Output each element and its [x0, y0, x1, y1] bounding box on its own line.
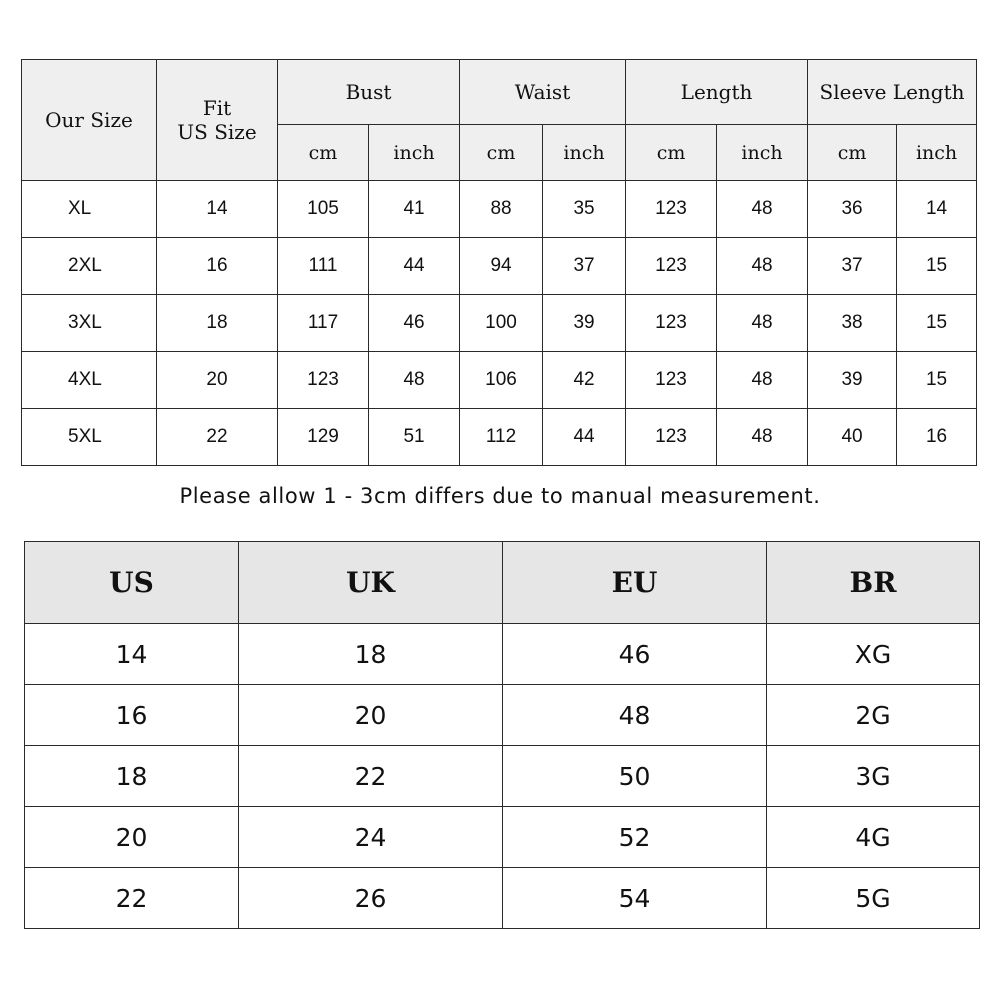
cell-bust-cm: 105	[278, 181, 369, 238]
header-length-inch: inch	[717, 125, 808, 181]
table-row	[22, 238, 977, 295]
cell-us: 20	[25, 807, 239, 868]
cell-our-size: XL	[22, 181, 157, 238]
cell-sleeve-inch: 15	[897, 238, 977, 295]
cell-br: 3G	[767, 746, 980, 807]
table-row	[25, 868, 980, 929]
header-waist-cm: cm	[460, 125, 543, 181]
cell-length-cm: 123	[626, 409, 717, 466]
cell-bust-cm: 111	[278, 238, 369, 295]
cell-bust-inch: 51	[369, 409, 460, 466]
header-waist: Waist	[460, 60, 626, 125]
cell-length-inch: 48	[717, 409, 808, 466]
cell-sleeve-cm: 38	[808, 295, 897, 352]
cell-br: 4G	[767, 807, 980, 868]
cell-sleeve-cm: 39	[808, 352, 897, 409]
cell-length-cm: 123	[626, 181, 717, 238]
cell-bust-inch: 41	[369, 181, 460, 238]
cell-length-cm: 123	[626, 295, 717, 352]
header-sleeve-cm: cm	[808, 125, 897, 181]
cell-sleeve-cm: 40	[808, 409, 897, 466]
header-sleeve-inch: inch	[897, 125, 977, 181]
header-us: US	[25, 542, 239, 624]
cell-our-size: 4XL	[22, 352, 157, 409]
cell-uk: 26	[239, 868, 503, 929]
cell-waist-cm: 94	[460, 238, 543, 295]
size-conversion-table	[24, 541, 980, 929]
cell-waist-cm: 88	[460, 181, 543, 238]
cell-bust-inch: 46	[369, 295, 460, 352]
cell-bust-cm: 117	[278, 295, 369, 352]
cell-sleeve-inch: 15	[897, 295, 977, 352]
cell-length-inch: 48	[717, 238, 808, 295]
cell-us: 18	[25, 746, 239, 807]
cell-length-cm: 123	[626, 352, 717, 409]
cell-our-size: 3XL	[22, 295, 157, 352]
cell-waist-inch: 35	[543, 181, 626, 238]
cell-us: 22	[25, 868, 239, 929]
cell-eu: 46	[503, 624, 767, 685]
header-length: Length	[626, 60, 808, 125]
cell-bust-inch: 44	[369, 238, 460, 295]
cell-eu: 54	[503, 868, 767, 929]
cell-fit-us-size: 16	[157, 238, 278, 295]
header-uk: UK	[239, 542, 503, 624]
header-bust-inch: inch	[369, 125, 460, 181]
header-length-cm: cm	[626, 125, 717, 181]
cell-br: XG	[767, 624, 980, 685]
cell-waist-cm: 112	[460, 409, 543, 466]
header-br: BR	[767, 542, 980, 624]
cell-waist-inch: 39	[543, 295, 626, 352]
cell-length-inch: 48	[717, 295, 808, 352]
table-row	[25, 746, 980, 807]
cell-uk: 24	[239, 807, 503, 868]
cell-our-size: 5XL	[22, 409, 157, 466]
cell-eu: 52	[503, 807, 767, 868]
measurement-note: Please allow 1 - 3cm differs due to manual measurement.	[179, 484, 821, 508]
header-eu: EU	[503, 542, 767, 624]
cell-uk: 22	[239, 746, 503, 807]
size-measurement-table	[21, 59, 977, 466]
cell-sleeve-inch: 15	[897, 352, 977, 409]
cell-bust-cm: 129	[278, 409, 369, 466]
cell-waist-inch: 44	[543, 409, 626, 466]
cell-length-inch: 48	[717, 181, 808, 238]
table-row	[22, 295, 977, 352]
header-our-size: Our Size	[22, 60, 157, 181]
cell-br: 5G	[767, 868, 980, 929]
table-row	[22, 181, 977, 238]
cell-bust-inch: 48	[369, 352, 460, 409]
header-fit-us-size	[157, 60, 278, 181]
header-bust-cm: cm	[278, 125, 369, 181]
cell-waist-inch: 37	[543, 238, 626, 295]
header-bust: Bust	[278, 60, 460, 125]
cell-us: 14	[25, 624, 239, 685]
cell-br: 2G	[767, 685, 980, 746]
header-sleeve-length: Sleeve Length	[808, 60, 977, 125]
cell-length-inch: 48	[717, 352, 808, 409]
cell-fit-us-size: 14	[157, 181, 278, 238]
cell-waist-inch: 42	[543, 352, 626, 409]
table-row	[25, 685, 980, 746]
table-row	[25, 624, 980, 685]
cell-waist-cm: 106	[460, 352, 543, 409]
header-fit-line2: US Size	[177, 120, 257, 144]
table-row	[22, 352, 977, 409]
cell-uk: 18	[239, 624, 503, 685]
cell-fit-us-size: 18	[157, 295, 278, 352]
cell-length-cm: 123	[626, 238, 717, 295]
cell-sleeve-inch: 14	[897, 181, 977, 238]
cell-waist-cm: 100	[460, 295, 543, 352]
cell-sleeve-cm: 36	[808, 181, 897, 238]
cell-eu: 48	[503, 685, 767, 746]
cell-bust-cm: 123	[278, 352, 369, 409]
cell-fit-us-size: 20	[157, 352, 278, 409]
cell-uk: 20	[239, 685, 503, 746]
table-row	[22, 409, 977, 466]
cell-our-size: 2XL	[22, 238, 157, 295]
cell-fit-us-size: 22	[157, 409, 278, 466]
header-fit-line1: Fit	[202, 96, 232, 120]
cell-sleeve-cm: 37	[808, 238, 897, 295]
cell-sleeve-inch: 16	[897, 409, 977, 466]
cell-eu: 50	[503, 746, 767, 807]
table-row	[25, 807, 980, 868]
cell-us: 16	[25, 685, 239, 746]
header-waist-inch: inch	[543, 125, 626, 181]
